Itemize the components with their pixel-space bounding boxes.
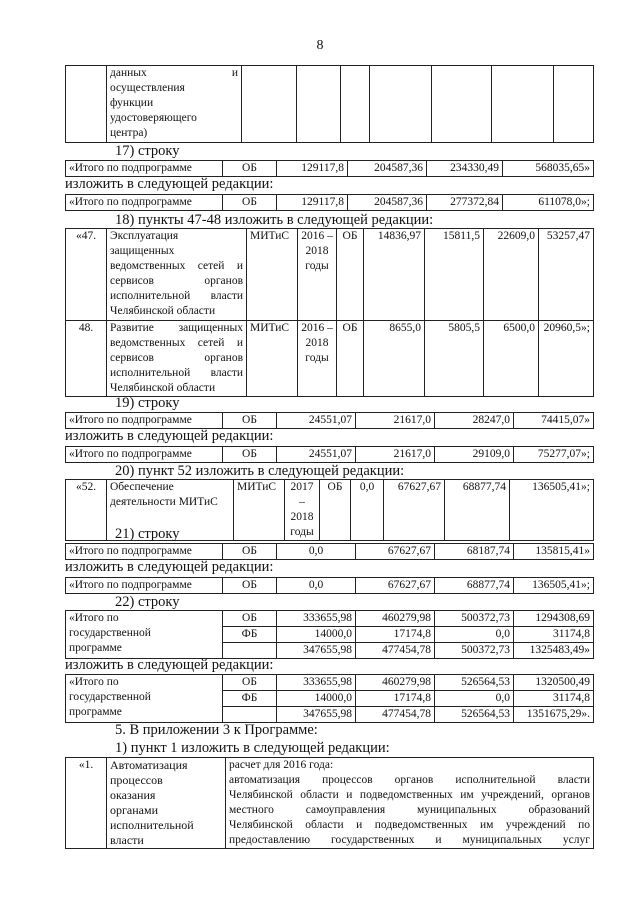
fragment-line: и bbox=[231, 67, 238, 79]
item-text: Обеспечение деятельности МИТиС bbox=[107, 480, 234, 541]
value-cell: 21617,0 bbox=[356, 413, 435, 429]
table-22-new bbox=[65, 674, 594, 723]
value-cell: 21617,0 bbox=[356, 447, 435, 463]
table-21-new bbox=[65, 577, 594, 594]
row-label: «Итого по подпрограмме bbox=[66, 195, 223, 211]
value-cell: 277372,84 bbox=[427, 195, 503, 211]
table-17-old bbox=[65, 160, 594, 177]
value-cell: 31174,8 bbox=[514, 691, 594, 707]
budget-source: ОБ bbox=[223, 578, 277, 594]
item-text-line: исполнительной bbox=[110, 818, 194, 832]
value-cell: 67627,67 bbox=[384, 480, 445, 541]
value-cell: 8655,0 bbox=[364, 321, 425, 397]
calc-line: Челябинской области и подведомственных им учреждений, органов bbox=[229, 789, 590, 801]
item-number: «47. bbox=[66, 229, 107, 321]
label-line: государственной bbox=[69, 691, 151, 703]
table-21-old bbox=[65, 543, 594, 560]
table-17-new bbox=[65, 194, 594, 211]
executor: МИТиС bbox=[234, 480, 285, 541]
replace-text: изложить в следующей редакции: bbox=[65, 559, 274, 575]
budget-source: ОБ bbox=[223, 413, 277, 429]
value-cell: 28247,0 bbox=[435, 413, 514, 429]
value-cell: 477454,78 bbox=[356, 707, 435, 723]
item-text-line: процессов bbox=[110, 773, 163, 787]
value-cell: 1351675,29». bbox=[514, 707, 594, 723]
replace-text: изложить в следующей редакции: bbox=[65, 657, 274, 673]
budget-source: ОБ bbox=[223, 161, 277, 177]
value-cell: 6500,0 bbox=[484, 321, 539, 397]
calc-heading: расчет для 2016 года: bbox=[229, 759, 334, 771]
value-cell: 20960,5»; bbox=[539, 321, 594, 397]
period: 2017 – 2018 годы bbox=[285, 480, 320, 541]
item-number: «1. bbox=[66, 758, 107, 849]
period: 2016 – 2018 годы bbox=[298, 229, 337, 321]
value-cell: 347655,98 bbox=[277, 707, 356, 723]
value-cell: 136505,41»; bbox=[514, 578, 594, 594]
calc-line: Челябинской области и подведомственных им учреждений по bbox=[229, 819, 590, 831]
heading-21: 21) строку bbox=[115, 526, 180, 542]
fragment-line: удостоверяющего bbox=[110, 112, 197, 124]
value-cell: 14000,0 bbox=[277, 691, 356, 707]
fragment-line: данных bbox=[110, 67, 147, 79]
label-line: «Итого по bbox=[69, 612, 119, 624]
value-cell: 53257,47 bbox=[539, 229, 594, 321]
value-cell: 14000,0 bbox=[277, 627, 356, 643]
value-cell: 5805,5 bbox=[425, 321, 484, 397]
row-label: «Итого по подпрограмме bbox=[66, 544, 223, 560]
budget-source: ОБ bbox=[223, 195, 277, 211]
table-22-old bbox=[65, 610, 594, 659]
value-cell: 75277,07»; bbox=[514, 447, 594, 463]
value-cell: 24551,07 bbox=[277, 447, 356, 463]
value-cell: 135815,41» bbox=[514, 544, 594, 560]
row-label: «Итого по подпрограмме bbox=[66, 413, 223, 429]
value-cell: 0,0 bbox=[277, 544, 356, 560]
value-cell: 1325483,49» bbox=[514, 643, 594, 659]
value-cell: 68877,74 bbox=[445, 480, 510, 541]
value-cell: 17174,8 bbox=[356, 691, 435, 707]
value-cell: 460279,98 bbox=[356, 611, 435, 627]
value-cell: 74415,07» bbox=[514, 413, 594, 429]
value-cell: 67627,67 bbox=[356, 544, 435, 560]
value-cell: 22609,0 bbox=[484, 229, 539, 321]
value-cell: 333655,98 bbox=[277, 611, 356, 627]
executor: МИТиС bbox=[247, 229, 298, 321]
value-cell: 526564,53 bbox=[435, 707, 514, 723]
budget-source: ОБ bbox=[223, 611, 277, 627]
value-cell: 17174,8 bbox=[356, 627, 435, 643]
budget-source: ОБ bbox=[337, 321, 364, 397]
item-text-line: власти bbox=[110, 833, 144, 847]
row-label: «Итого по подпрограмме bbox=[66, 447, 223, 463]
value-cell: 24551,07 bbox=[277, 413, 356, 429]
replace-text: изложить в следующей редакции: bbox=[65, 428, 274, 444]
value-cell: 15811,5 bbox=[425, 229, 484, 321]
value-cell: 1320500,49 bbox=[514, 675, 594, 691]
heading-18: 18) пункты 47-48 изложить в следующей редакции: bbox=[115, 212, 434, 228]
value-cell: 14836,97 bbox=[364, 229, 425, 321]
value-cell: 67627,67 bbox=[356, 578, 435, 594]
value-cell: 29109,0 bbox=[435, 447, 514, 463]
calc-line: местного самоуправления муниципальных образований bbox=[229, 804, 590, 816]
label-line: программе bbox=[69, 642, 122, 654]
label-line: программе bbox=[69, 706, 122, 718]
budget-source bbox=[223, 707, 277, 723]
value-cell: 500372,73 bbox=[435, 643, 514, 659]
period: 2016 – 2018 годы bbox=[298, 321, 337, 397]
value-cell: 204587,36 bbox=[348, 161, 427, 177]
heading-22: 22) строку bbox=[115, 594, 180, 610]
budget-source: ОБ bbox=[320, 480, 351, 541]
value-cell: 1294308,69 bbox=[514, 611, 594, 627]
value-cell: 477454,78 bbox=[356, 643, 435, 659]
page-number: 8 bbox=[316, 38, 324, 53]
heading-point-1: 1) пункт 1 изложить в следующей редакции: bbox=[115, 740, 390, 756]
value-cell: 31174,8 bbox=[514, 627, 594, 643]
table-18 bbox=[65, 228, 594, 397]
calc-line: автоматизация процессов органов исполнительной власти bbox=[229, 774, 590, 786]
budget-source: ФБ bbox=[223, 691, 277, 707]
budget-source: ОБ bbox=[337, 229, 364, 321]
value-cell: 568035,65» bbox=[503, 161, 594, 177]
item-number: «52. bbox=[66, 480, 107, 541]
item-text-line: оказания bbox=[110, 788, 156, 802]
value-cell: 500372,73 bbox=[435, 611, 514, 627]
table-19-new bbox=[65, 446, 594, 463]
executor: МИТиС bbox=[247, 321, 298, 397]
fragment-line: осуществления bbox=[110, 82, 185, 94]
value-cell: 526564,53 bbox=[435, 675, 514, 691]
value-cell: 68187,74 bbox=[435, 544, 514, 560]
item-number: 48. bbox=[66, 321, 107, 397]
item-text-line: Автоматизация bbox=[110, 758, 188, 772]
value-cell: 136505,41»; bbox=[510, 480, 594, 541]
budget-source: ФБ bbox=[223, 627, 277, 643]
heading-17: 17) строку bbox=[115, 143, 180, 159]
value-cell: 68877,74 bbox=[435, 578, 514, 594]
table-19-old bbox=[65, 412, 594, 429]
value-cell: 0,0 bbox=[435, 627, 514, 643]
row-label: «Итого по подпрограмме bbox=[66, 578, 223, 594]
value-cell: 0,0 bbox=[351, 480, 384, 541]
label-line: «Итого по bbox=[69, 676, 119, 688]
fragment-line: функции bbox=[110, 97, 154, 109]
top-fragment-table bbox=[65, 65, 594, 143]
value-cell: 333655,98 bbox=[277, 675, 356, 691]
table-appendix-3 bbox=[65, 757, 594, 849]
value-cell: 0,0 bbox=[435, 691, 514, 707]
value-cell: 611078,0»; bbox=[503, 195, 594, 211]
fragment-line: центра) bbox=[110, 127, 148, 139]
heading-20: 20) пункт 52 изложить в следующей редакции: bbox=[115, 463, 405, 479]
row-label: «Итого по подпрограмме bbox=[66, 161, 223, 177]
item-text: Эксплуатация защищенных ведомственных сетей и сервисов органов исполнительной власти Челябинской области bbox=[107, 229, 247, 321]
item-text: Развитие защищенных ведомственных сетей и сервисов органов исполнительной власти Челябинской области bbox=[107, 321, 247, 397]
value-cell: 460279,98 bbox=[356, 675, 435, 691]
replace-text: изложить в следующей редакции: bbox=[65, 176, 274, 192]
value-cell: 129117,8 bbox=[277, 161, 348, 177]
value-cell: 234330,49 bbox=[427, 161, 503, 177]
value-cell: 0,0 bbox=[277, 578, 356, 594]
heading-appendix-3: 5. В приложении 3 к Программе: bbox=[115, 722, 318, 738]
value-cell: 129117,8 bbox=[277, 195, 348, 211]
item-text-line: органами bbox=[110, 803, 159, 817]
heading-19: 19) строку bbox=[115, 395, 180, 411]
calc-line: предоставлению государственных и муниципальных услуг bbox=[229, 834, 590, 846]
budget-source: ОБ bbox=[223, 544, 277, 560]
budget-source: ОБ bbox=[223, 447, 277, 463]
budget-source: ОБ bbox=[223, 675, 277, 691]
value-cell: 204587,36 bbox=[348, 195, 427, 211]
value-cell: 347655,98 bbox=[277, 643, 356, 659]
label-line: государственной bbox=[69, 627, 151, 639]
